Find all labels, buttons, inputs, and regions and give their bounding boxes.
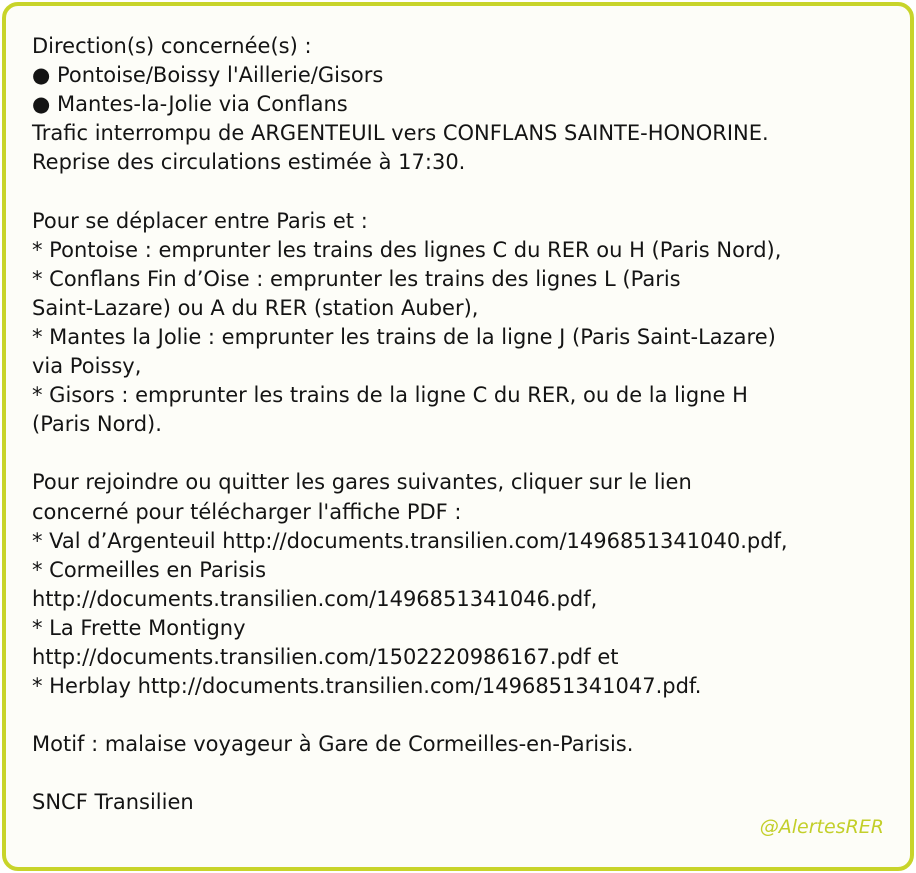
spacer	[32, 177, 902, 206]
alternative-item: via Poissy,	[32, 354, 142, 379]
spacer	[32, 759, 902, 788]
incident-reason: Motif : malaise voyageur à Gare de Cormeilles-en-Parisis.	[32, 732, 634, 757]
spacer	[32, 439, 902, 468]
alternative-item: Saint-Lazare) ou A du RER (station Auber),	[32, 295, 479, 320]
alternatives-heading: Pour se déplacer entre Paris et :	[32, 208, 368, 233]
resumption-estimate: Reprise des circulations estimée à 17:30.	[32, 150, 466, 175]
alternative-item: * Mantes la Jolie : emprunter les trains de la ligne J (Paris Saint-Lazare)	[32, 324, 776, 349]
direction-item: ● Mantes-la-Jolie via Conflans	[32, 92, 348, 117]
station-pdf-link[interactable]: http://documents.transilien.com/1496851341046.pdf,	[32, 586, 598, 611]
alternative-item: * Pontoise : emprunter les trains des lignes C du RER ou H (Paris Nord),	[32, 237, 782, 262]
stations-heading: Pour rejoindre ou quitter les gares suivantes, cliquer sur le lien	[32, 470, 692, 495]
station-pdf-link: * La Frette Montigny	[32, 615, 246, 640]
direction-heading: Direction(s) concernée(s) :	[32, 34, 312, 58]
stations-heading: concerné pour télécharger l'affiche PDF :	[32, 499, 462, 524]
station-pdf-link: * Cormeilles en Parisis	[32, 557, 267, 582]
traffic-status: Trafic interrompu de ARGENTEUIL vers CONFLANS SAINTE-HONORINE.	[32, 121, 769, 146]
spacer	[32, 701, 902, 730]
station-pdf-link[interactable]: http://documents.transilien.com/1502220986167.pdf et	[32, 644, 619, 669]
sender: SNCF Transilien	[32, 790, 194, 815]
alternative-item: * Conflans Fin d’Oise : emprunter les trains des lignes L (Paris	[32, 266, 681, 291]
station-pdf-link[interactable]: * Val d’Argenteuil http://documents.transilien.com/1496851341040.pdf,	[32, 528, 788, 553]
direction-item: ● Pontoise/Boissy l'Aillerie/Gisors	[32, 63, 384, 88]
alternative-item: * Gisors : emprunter les trains de la ligne C du RER, ou de la ligne H	[32, 383, 748, 408]
account-handle: @AlertesRER	[759, 816, 884, 838]
alternative-item: (Paris Nord).	[32, 412, 162, 437]
station-pdf-link[interactable]: * Herblay http://documents.transilien.com/1496851341047.pdf.	[32, 674, 702, 699]
alert-message	[32, 32, 902, 818]
